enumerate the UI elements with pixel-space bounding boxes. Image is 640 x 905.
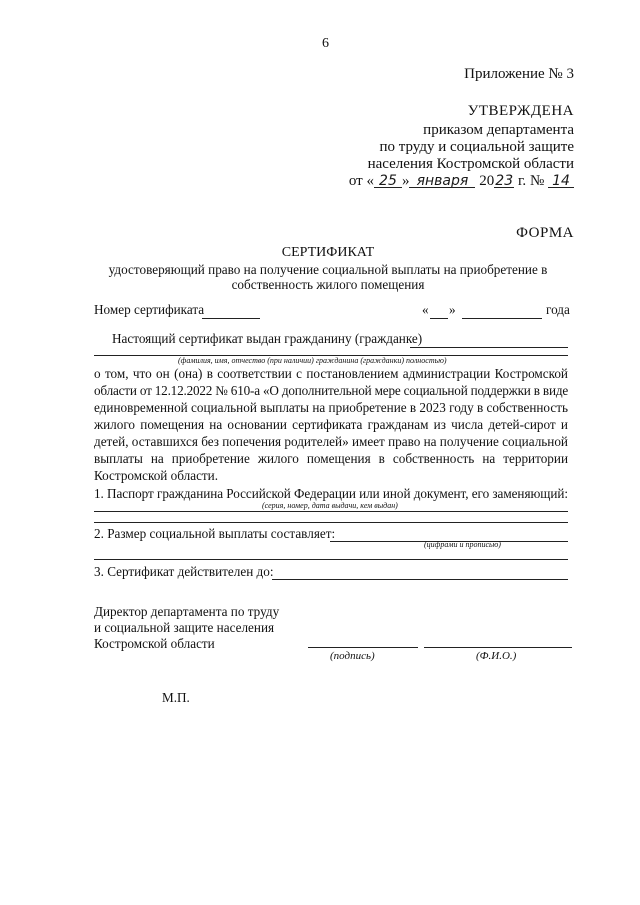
approval-line-2: по труду и социальной защите [379,139,574,155]
approval-title: УТВЕРЖДЕНА [467,103,574,119]
body-line-6: выплаты на приобретение жилого помещения в собственность на территории [94,451,568,466]
certificate-month-field[interactable] [462,318,542,319]
number-sign: № [529,173,545,189]
appendix-label: Приложение № 3 [464,66,574,82]
date-close-quote: » [449,302,456,317]
certificate-number-field[interactable] [202,318,260,319]
form-label: ФОРМА [516,225,574,241]
director-name-hint: (Ф.И.О.) [476,650,517,662]
approval-line-1: приказом департамента [423,122,574,138]
certificate-subtitle-2: собственность жилого помещения [231,277,425,292]
handwritten-number: 14 [548,173,574,189]
year-prefix: 20 [479,173,495,189]
recipient-name-hint: (фамилия, имя, отчество (при наличии) гражданина (гражданки) полностью) [178,356,447,365]
certificate-title: СЕРТИФИКАТ [281,245,375,260]
handwritten-month: января [409,173,475,189]
payment-amount-hint: (цифрами и прописью) [424,540,501,549]
passport-field-1[interactable] [94,511,568,512]
stamp-place-label: М.П. [162,690,190,705]
certificate-day-field[interactable] [430,318,448,319]
director-name-field[interactable] [424,647,572,648]
date-day-close: » [401,173,410,189]
signature-line-1: Директор департамента по труду [94,604,280,619]
passport-hint: (серия, номер, дата выдачи, кем выдан) [262,501,398,510]
recipient-name-field-1[interactable] [410,347,568,348]
body-line-4: жилого помещения на основании сертификата гражданам из числа детей-сирот и [94,417,568,432]
signature-field[interactable] [308,647,418,648]
certificate-number-label: Номер сертификата [94,302,205,317]
date-prefix: от « [348,173,374,189]
payment-amount-field-2[interactable] [94,559,568,560]
certificate-subtitle-1: удостоверяющий право на получение социальной выплаты на приобретение в [108,262,548,277]
body-line-3: единовременной социальной выплаты на приобретение в 2023 году в собственность [94,400,568,415]
body-line-2: области от 12.12.2022 № 610-а «О дополнительной мере социальной поддержки в виде [94,383,568,398]
signature-line-2: и социальной защите населения [94,620,275,635]
passport-field-2[interactable] [94,522,568,523]
date-open-quote: « [422,302,429,317]
item-3-label: 3. Сертификат действителен до: [94,564,274,579]
approval-line-3: населения Костромской области [367,156,574,172]
signature-line-3: Костромской области [94,636,215,651]
year-unit: г. [517,173,527,189]
signature-hint: (подпись) [330,650,375,662]
handwritten-year: 23 [495,173,514,189]
body-line-7: Костромской области. [94,468,219,483]
approval-date-line [349,173,574,190]
issued-to-label: Настоящий сертификат выдан гражданину (гражданке) [112,331,423,346]
body-line-5: детей, оставшихся без попечения родителей» имеет право на получение социальной [94,434,568,449]
body-line-1: о том, что он (она) в соответствии с постановлением администрации Костромской [94,366,568,381]
item-2-label: 2. Размер социальной выплаты составляет: [94,526,336,541]
valid-until-field[interactable] [272,579,568,580]
handwritten-day: 25 [374,173,402,189]
item-1-label: 1. Паспорт гражданина Российской Федерации или иной документ, его заменяющий: [94,486,568,501]
page-number: 6 [322,36,329,51]
year-label: года [546,302,570,317]
